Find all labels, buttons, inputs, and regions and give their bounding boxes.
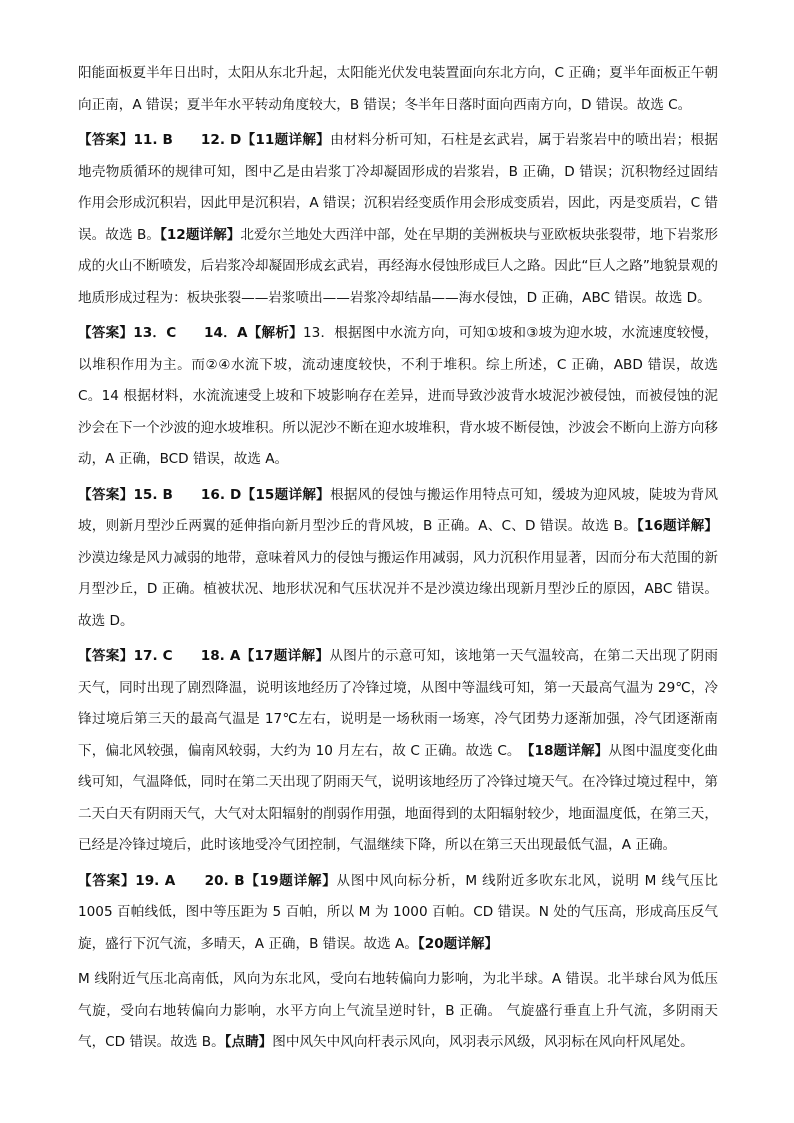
answer-label-19-20: 【答案】19. A 20. B【19题详解】 <box>78 872 337 889</box>
explanation-11: 由材料分析可知，石柱是玄武岩，属于岩浆岩中的喷出岩；根据地壳物质循环的规律可知，图中乙是由岩浆丁冷却凝固形成的岩浆岩，B 正确，D 错误；沉积物经过固结作用会形成沉积岩，因此甲是沉积岩，A 错误；沉积岩经变质作用会形成变质岩，因此，丙是变质岩，C 错误。故选 B。 <box>78 132 718 243</box>
explanation-18: 从图中温度变化曲线可知，气温降低，同时在第二天出现了阴雨天气，说明该地经历了冷锋过境天气。在冷锋过境过程中，第二天白天有阴雨天气，大气对太阳辐射的削弱作用强，地面得到的太阳辐射较少，地面温度低，在第三天，已经是冷锋过境后，此时该地受冷气团控制，气温继续下降，所以在第三天出现最低气温，A 正确。 <box>78 742 719 853</box>
explanation-12: 北爱尔兰地处大西洋中部，处在早期的美洲板块与亚欧板块张裂带，地下岩浆形成的火山不断喷发，后岩浆冷却凝固形成玄武岩，再经海水侵蚀形成巨人之路。因此“巨人之路”地貌景观的地质形成过程为：板块张裂——岩浆喷出——岩浆冷却结晶——海水侵蚀，D 正确，ABC 错误。故选 D。 <box>78 226 718 306</box>
explanation-label-18: 【18题详解】 <box>527 742 609 759</box>
paragraph-answer-17-18 <box>78 641 718 862</box>
answer-label-15-16: 【答案】15. B 16. D【15题详解】 <box>78 486 331 503</box>
explanation-label-12: 【12题详解】 <box>160 226 241 243</box>
tip-text: 图中风矢中风向杆表示风向，风羽表示风级，风羽标在风向杆风尾处。 <box>272 1034 694 1050</box>
explanation-15: 根据风的侵蚀与搬运作用特点可知，缓坡为迎风坡，陡坡为背风坡，则新月型沙丘两翼的延伸指向新月型沙丘的背风坡，B 正确。A、C、D 错误。故选 B。 <box>78 486 718 534</box>
answer-label-17-18: 【答案】17. C 18. A【17题详解】 <box>78 648 330 664</box>
explanation-label-16: 【16题详解】 <box>636 518 718 534</box>
paragraph-1 <box>78 58 718 121</box>
paragraph-answer-11-12 <box>78 125 718 314</box>
paragraph-explanation-20 <box>78 964 718 1059</box>
explanation-label-20: 【20题详解】 <box>417 935 499 952</box>
answer-label-13-14: 【答案】13．C 14．A【解析】 <box>78 325 303 341</box>
paragraph-answer-13-14 <box>78 318 718 476</box>
explanation-13-14: 13．根据图中水流方向，可知①坡和③坡为迎水坡，水流速度较慢，以堆积作用为主。而②④水流下坡，流动速度较快，不利于堆积。综上所述，C 正确，ABD 错误，故选 C。14 根据材料，水流流速受上坡和下坡影响存在差异，进而导致沙波背水坡泥沙被侵蚀，而被侵蚀的泥沙会在下一个沙波的迎水坡堆积。所以泥沙不断在迎水坡堆积，背水坡不断侵蚀，沙波会不断向上游方向移动，A 正确，BCD 错误，故选 A。 <box>78 325 718 467</box>
explanation-16: 沙漠边缘是风力减弱的地带，意味着风力的侵蚀与搬运作用减弱，风力沉积作用显著，因而分布大范围的新月型沙丘，D 正确。植被状况、地形状况和气压状况并不是沙漠边缘出现新月型沙丘的原因，ABC 错误。故选 D。 <box>78 549 718 629</box>
explanation-19: 从图中风向标分析，M 线附近多吹东北风，说明 M 线气压比 1005 百帕线低，图中等压距为 5 百帕，所以 M 为 1000 百帕。CD 错误。N 处的气压高，形成高压反气旋，盛行下沉气流，多晴天，A 正确，B 错误。故选 A。 <box>78 872 718 952</box>
explanation-20: M 线附近气压北高南低，风向为东北风，受向右地转偏向力影响，为北半球。A 错误。北半球台风为低压气旋，受向右地转偏向力影响，水平方向上气流呈逆时针，B 正确。 气旋盛行垂直上升气流，多阴雨天气，CD 错误。故选 B。 <box>78 971 718 1050</box>
paragraph-answer-19-20 <box>78 866 718 961</box>
answer-label-11-12: 【答案】11. B 12. D【11题详解】 <box>78 132 331 148</box>
paragraph-1-text: 阳能面板夏半年日出时，太阳从东北升起，太阳能光伏发电装置面向东北方向，C 正确；夏半年面板正午朝向正南，A 错误；夏半年水平转动角度较大，B 错误；冬半年日落时面向西南方向，D 错误。故选 C。 <box>78 65 718 113</box>
explanation-17: 从图片的示意可知，该地第一天气温较高，在第二天出现了阴雨天气，同时出现了剧烈降温，说明该地经历了冷锋过境，从图中等温线可知，第一天最高气温为 29℃，冷锋过境后第三天的最高气温是 17℃左右，说明是一场秋雨一场寒，冷气团势力逐渐加强，冷气团逐渐南下，偏北风较强，偏南风较弱，大约为 10 月左右，故 C 正确。故选 C。 <box>78 648 719 759</box>
paragraph-answer-15-16 <box>78 480 718 638</box>
tip-label: 【点睛】 <box>224 1034 273 1050</box>
document-page <box>78 58 718 1063</box>
